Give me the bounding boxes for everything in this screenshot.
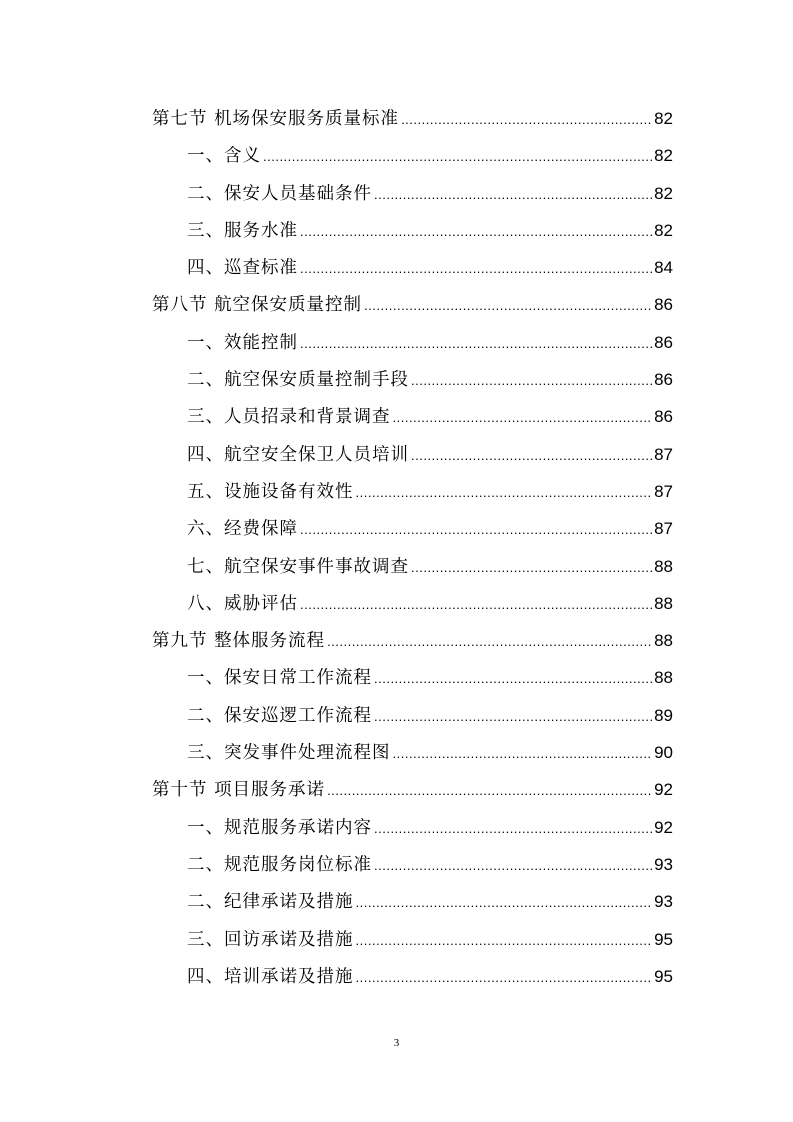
toc-subsection-entry[interactable] <box>152 734 673 771</box>
toc-entry-title: 三、人员招录和背景调查 <box>187 407 391 428</box>
toc-entry-title: 第七节 机场保安服务质量标准 <box>152 109 400 129</box>
toc-entry-title: 二、航空保安质量控制手段 <box>187 370 409 391</box>
toc-dot-leader <box>300 213 652 250</box>
toc-entry-title: 二、纪律承诺及措施 <box>187 892 354 913</box>
table-of-contents <box>152 100 673 995</box>
toc-subsection-entry[interactable] <box>152 398 673 435</box>
toc-entry-page: 92 <box>654 780 673 800</box>
toc-subsection-entry[interactable] <box>152 958 673 995</box>
toc-dot-leader <box>364 287 652 324</box>
toc-dot-leader <box>374 176 652 213</box>
toc-dot-leader <box>411 362 652 399</box>
toc-subsection-entry[interactable] <box>152 473 673 510</box>
toc-entry-page: 86 <box>654 407 673 427</box>
toc-dot-leader <box>393 399 653 436</box>
toc-entry-page: 88 <box>654 556 673 576</box>
toc-entry-title: 一、规范服务承诺内容 <box>187 817 372 838</box>
toc-subsection-entry[interactable] <box>152 249 673 286</box>
toc-entry-title: 二、保安巡逻工作流程 <box>187 705 372 726</box>
toc-entry-page: 88 <box>654 668 673 688</box>
toc-subsection-entry[interactable] <box>152 324 673 361</box>
toc-dot-leader <box>327 772 652 809</box>
toc-subsection-entry[interactable] <box>152 697 673 734</box>
toc-subsection-entry[interactable] <box>152 137 673 174</box>
page-number: 3 <box>393 1037 400 1049</box>
toc-subsection-entry[interactable] <box>152 883 673 920</box>
toc-subsection-entry[interactable] <box>152 585 673 622</box>
toc-subsection-entry[interactable] <box>152 436 673 473</box>
toc-entry-title: 八、威胁评估 <box>187 593 298 614</box>
toc-entry-page: 95 <box>654 929 673 949</box>
toc-entry-page: 86 <box>654 295 673 315</box>
toc-entry-page: 84 <box>654 258 673 278</box>
toc-dot-leader <box>300 511 652 548</box>
toc-dot-leader <box>356 959 653 996</box>
toc-subsection-entry[interactable] <box>152 921 673 958</box>
toc-entry-page: 86 <box>654 332 673 352</box>
toc-dot-leader <box>374 660 652 697</box>
toc-dot-leader <box>374 810 652 847</box>
toc-entry-page: 87 <box>654 444 673 464</box>
toc-dot-leader <box>300 325 652 362</box>
toc-dot-leader <box>356 922 653 959</box>
toc-entry-title: 二、保安人员基础条件 <box>187 183 372 204</box>
toc-entry-page: 82 <box>654 109 673 128</box>
toc-entry-title: 第十节 项目服务承诺 <box>152 780 326 801</box>
toc-dot-leader <box>374 698 652 735</box>
toc-entry-page: 87 <box>654 481 673 501</box>
toc-dot-leader <box>411 549 652 586</box>
toc-entry-title: 一、效能控制 <box>187 332 298 353</box>
toc-dot-leader <box>300 586 652 623</box>
toc-entry-page: 82 <box>654 146 673 166</box>
toc-dot-leader <box>300 250 652 287</box>
toc-entry-title: 七、航空保安事件事故调查 <box>187 556 409 577</box>
toc-dot-leader <box>393 735 653 772</box>
toc-dot-leader <box>263 138 652 175</box>
toc-dot-leader <box>356 474 653 511</box>
toc-entry-page: 82 <box>654 220 673 240</box>
toc-subsection-entry[interactable] <box>152 212 673 249</box>
toc-subsection-entry[interactable] <box>152 175 673 212</box>
toc-entry-page: 93 <box>654 892 673 912</box>
toc-section-entry[interactable] <box>152 100 673 137</box>
toc-subsection-entry[interactable] <box>152 809 673 846</box>
toc-entry-title: 三、回访承诺及措施 <box>187 929 354 950</box>
toc-entry-page: 88 <box>654 593 673 613</box>
toc-dot-leader <box>356 884 653 921</box>
toc-entry-page: 95 <box>654 966 673 986</box>
toc-subsection-entry[interactable] <box>152 510 673 547</box>
toc-section-entry[interactable] <box>152 622 673 659</box>
toc-entry-title: 四、巡查标准 <box>187 258 298 279</box>
toc-entry-title: 一、保安日常工作流程 <box>187 668 372 689</box>
toc-dot-leader <box>327 623 652 660</box>
toc-subsection-entry[interactable] <box>152 548 673 585</box>
toc-entry-page: 82 <box>654 183 673 203</box>
toc-entry-title: 五、设施设备有效性 <box>187 481 354 502</box>
toc-entry-title: 三、服务水准 <box>187 220 298 241</box>
toc-dot-leader <box>374 847 652 884</box>
toc-dot-leader <box>411 437 652 474</box>
toc-entry-title: 四、培训承诺及措施 <box>187 966 354 987</box>
toc-entry-page: 92 <box>654 817 673 837</box>
toc-entry-page: 89 <box>654 705 673 725</box>
toc-dot-leader <box>401 101 652 138</box>
toc-entry-title: 一、含义 <box>187 146 261 167</box>
toc-entry-title: 三、突发事件处理流程图 <box>187 743 391 764</box>
toc-entry-page: 90 <box>654 743 673 763</box>
toc-entry-title: 第八节 航空保安质量控制 <box>152 295 363 316</box>
toc-entry-title: 第九节 整体服务流程 <box>152 631 326 652</box>
toc-entry-page: 93 <box>654 854 673 874</box>
toc-section-entry[interactable] <box>152 771 673 808</box>
toc-subsection-entry[interactable] <box>152 361 673 398</box>
toc-entry-title: 六、经费保障 <box>187 519 298 540</box>
toc-subsection-entry[interactable] <box>152 659 673 696</box>
toc-entry-page: 88 <box>654 631 673 651</box>
toc-entry-page: 87 <box>654 519 673 539</box>
toc-subsection-entry[interactable] <box>152 846 673 883</box>
toc-entry-title: 二、规范服务岗位标准 <box>187 854 372 875</box>
toc-entry-title: 四、航空安全保卫人员培训 <box>187 444 409 465</box>
toc-entry-page: 86 <box>654 370 673 390</box>
toc-section-entry[interactable] <box>152 286 673 323</box>
